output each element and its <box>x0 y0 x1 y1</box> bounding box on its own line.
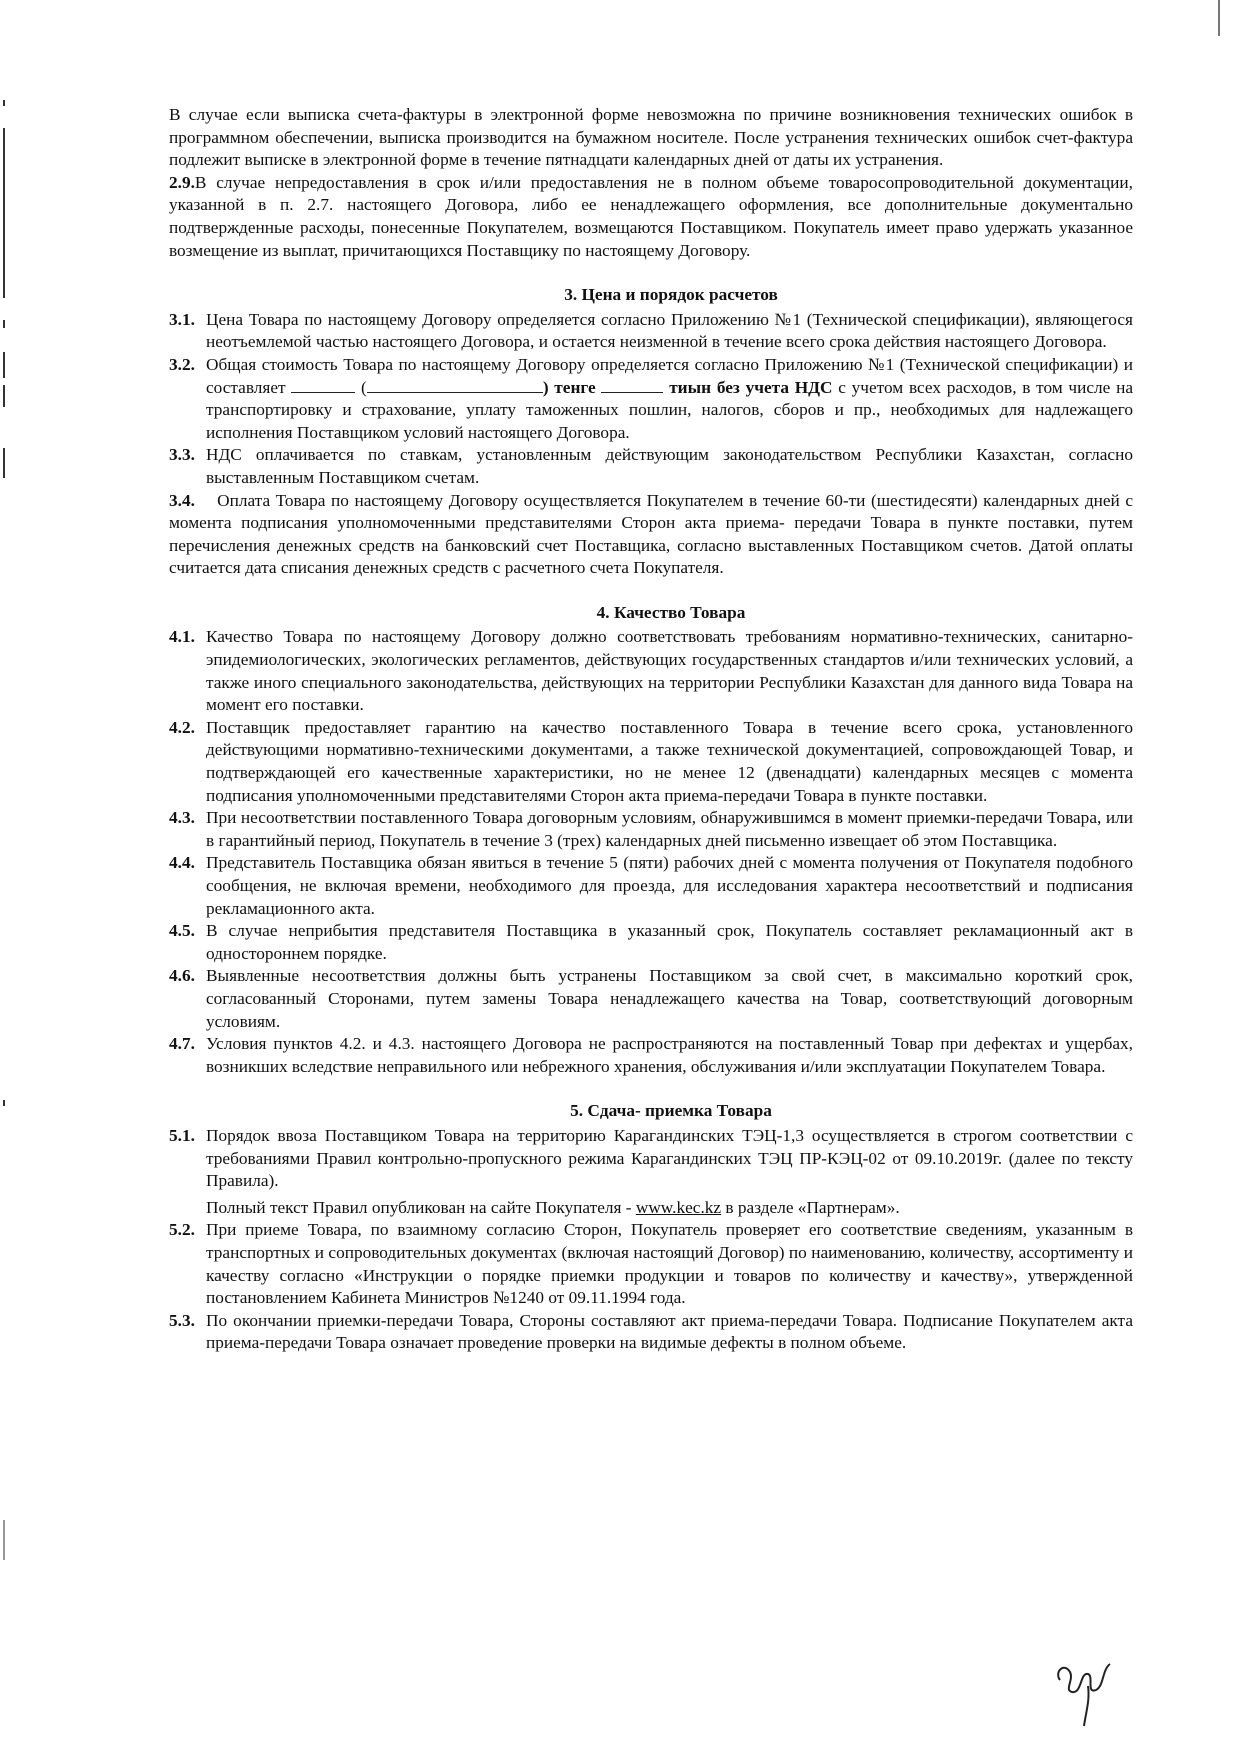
clause-number: 3.3. <box>169 445 195 465</box>
clause-text: По окончании приемки-передачи Товара, Стороны составляют акт приема-передачи Товара. Подписание Покупателем акта приема-передачи Товара означает проведение проверки на видимые дефекты в полном объеме. <box>206 1310 1133 1353</box>
clause-text: В случае непредоставления в срок и/или предоставления не в полном объеме товаросопроводительной документации, указанной в п. 2.7. настоящего Договора, либо ее ненадлежащего оформления, все дополнительные документально подтвержденные расходы, понесенные Покупателем, возмещаются Поставщиком. Покупатель имеет право удержать указанное возмещение из выплат, причитающихся Поставщику по настоящему Договору. <box>169 172 1133 260</box>
clause-4-1 <box>169 626 1133 716</box>
clause-number: 3.4. <box>169 490 195 510</box>
clause-text: В случае неприбытия представителя Поставщика в указанный срок, Покупатель составляет рекламационный акт в одностороннем порядке. <box>206 921 1133 963</box>
clause-number: 2.9. <box>169 172 195 192</box>
clause-number: 4.3. <box>169 808 195 828</box>
clause-number: 3.1. <box>169 309 195 329</box>
clause-text: Качество Товара по настоящему Договору должно соответствовать требованиям нормативно-технических, санитарно-эпидемиологических, экологических регламентов, действующих государственных стандартов и/или технических условий, а также иного специального законодательства, действующих на территории Республики Казахстан для данного вида Товара на момент его поставки. <box>206 627 1133 715</box>
clause-number: 3.2. <box>169 354 195 374</box>
website-link[interactable]: www.kec.kz <box>635 1197 722 1217</box>
clause-5-2 <box>169 1219 1133 1309</box>
clause-text: При несоответствии поставленного Товара договорным условиям, обнаружившимся в момент приемки-передачи Товара, или в гарантийный период, Покупатель в течение 3 (трех) календарных дней письменно извещает об этом Поставщика. <box>206 808 1133 850</box>
clause-text: Представитель Поставщика обязан явиться в течение 5 (пяти) рабочих дней с момента получения от Покупателя подобного сообщения, не включая времени, необходимого для проезда, для исследования характера несоответствий и подписания рекламационного акта. <box>206 853 1133 918</box>
clause-number: 4.1. <box>169 627 195 647</box>
clause-number: 4.5. <box>169 921 195 941</box>
clause-text: Выявленные несоответствия должны быть устранены Поставщиком за свой счет, в максимально короткий срок, согласованный Сторонами, путем замены Товара ненадлежащего качества на Товар, соответствующий договорным условиям. <box>206 966 1133 1031</box>
scan-right-mark <box>1218 0 1220 36</box>
amount-words-blank[interactable] <box>367 378 543 393</box>
section-3-title: 3. Цена и порядок расчетов <box>564 285 778 305</box>
clause-text: Порядок ввоза Поставщиком Товара на территорию Карагандинских ТЭЦ-1,3 осуществляется в строгом соответствии с требованиями Правил контрольно-пропускного режима Карагандинских ТЭЦ ПР-КЭЦ-02 от 09.10.2019г. (далее по тексту Правила). Полный текст Правил опубликован на сайте Покупателя - www.kec.kz в разделе «Партнерам». <box>206 1125 1133 1217</box>
clause-text: Оплата Товара по настоящему Договору осуществляется Покупателем в течение 60-ти (шестидесяти) календарных дней с момента подписания уполномоченными представителями Сторон акта приема- передачи Товара в пункте поставки, путем перечисления денежных средств на банковский счет Поставщика, согласно выставленных Поставщиком счетов. Датой оплаты считается дата списания денежных средств с расчетного счета Покупателя. <box>169 490 1134 578</box>
section-5-title: 5. Сдача- приемка Товара <box>570 1101 772 1121</box>
clause-4-4 <box>169 852 1133 920</box>
clause-2-9 <box>169 172 1133 262</box>
clause-4-3 <box>169 807 1133 852</box>
clause-number: 4.6. <box>169 966 195 986</box>
clause-number: 4.4. <box>169 853 195 873</box>
clause-3-1 <box>169 309 1133 354</box>
clause-3-3 <box>169 444 1133 489</box>
scan-margin-marks <box>0 0 10 1754</box>
clause-3-4 <box>169 490 1133 580</box>
clause-4-2 <box>169 717 1133 807</box>
clause-text: Общая стоимость Товара по настоящему Договору определяется согласно Приложению №1 (Технической спецификации) и составляет ( ) тенге тиын без учета НДС с учетом всех расходов, в том числе на транспортировку и страхование, уплату таможенных пошлин, налогов, сборов и пр., необходимых для надлежащего исполнения Поставщиком условий настоящего Договора. <box>206 354 1133 442</box>
section-4-title: 4. Качество Товара <box>596 602 746 622</box>
clause-text: НДС оплачивается по ставкам, установленным действующим законодательством Республики Казахстан, согласно выставленным Поставщиком счетам. <box>206 445 1133 487</box>
clause-number: 5.1. <box>169 1125 195 1145</box>
clause-text: При приеме Товара, по взаимному согласию Сторон, Покупатель проверяет его соответствие сведениям, указанным в транспортных и сопроводительных документах (включая настоящий Договор) по наименованию, количеству, ассортименту и качеству согласно «Инструкции о порядке приемки продукции и товаров по количеству и качеству», утвержденной постановлением Кабинета Министров №1240 от 09.11.1994 года. <box>206 1220 1133 1308</box>
clause-5-1 <box>169 1125 1133 1219</box>
clause-number: 4.2. <box>169 717 195 737</box>
clause-number: 5.2. <box>169 1220 195 1240</box>
clause-5-3 <box>169 1310 1133 1355</box>
handwritten-signature <box>1050 1650 1120 1730</box>
amount-blank[interactable] <box>291 378 355 393</box>
tiyn-blank[interactable] <box>601 378 663 393</box>
intro-paragraph: В случае если выписка счета-фактуры в электронной форме невозможна по причине возникновения технических ошибок в программном обеспечении, выписка производится на бумажном носителе. После устранения технических ошибок счет-фактура подлежит выписке в электронной форме в течение пятнадцати календарных дней от даты их устранения. <box>169 105 1133 170</box>
clause-text: Условия пунктов 4.2. и 4.3. настоящего Договора не распространяются на поставленный Товар при дефектах и ущербах, возникших вследствие неправильного или небрежного хранения, обслуживания и/или эксплуатации Покупателем Товара. <box>206 1034 1133 1076</box>
clause-3-2 <box>169 354 1133 444</box>
clause-text: Цена Товара по настоящему Договору определяется согласно Приложению №1 (Технической спецификации), являющегося неотъемлемой частью настоящего Договора, и остается неизменной в течение всего срока действия настоящего Договора. <box>206 309 1133 352</box>
clause-number: 4.7. <box>169 1034 195 1054</box>
clause-4-6 <box>169 965 1133 1033</box>
clause-4-5 <box>169 920 1133 965</box>
clause-number: 5.3. <box>169 1310 195 1330</box>
clause-text: Поставщик предоставляет гарантию на качество поставленного Товара в течение всего срока, установленного действующими нормативно-техническими документами, а также технической документацией, сопровождающей Товар, и подтверждающей его качественные характеристики, но не менее 12 (двенадцати) календарных месяцев с момента подписания уполномоченными представителями Сторон акта приема-передачи Товара в пункте поставки. <box>206 717 1133 805</box>
document-page <box>169 104 1133 1355</box>
clause-4-7 <box>169 1033 1133 1078</box>
